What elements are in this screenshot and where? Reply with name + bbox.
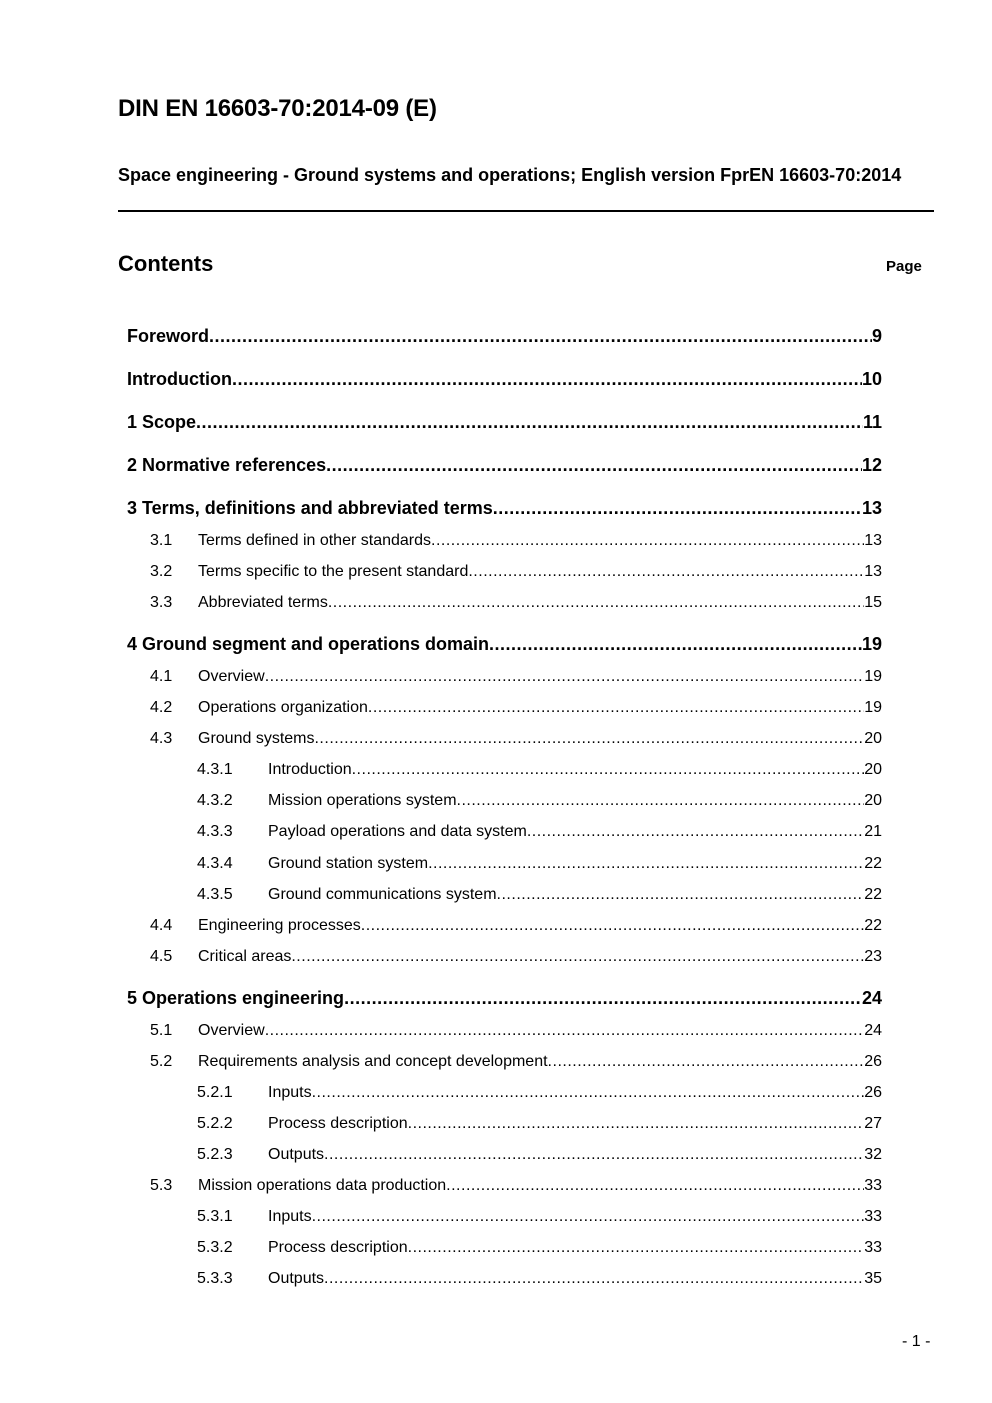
toc-entry-number: 5.3.3	[197, 1270, 233, 1287]
toc-entry-title: Payload operations and data system	[268, 823, 527, 840]
toc-dot-leader	[324, 1146, 864, 1164]
toc-entry-number: 5.2.3	[197, 1146, 233, 1163]
toc-entry-number: 1	[127, 412, 138, 432]
toc-entry-title: Overview	[198, 668, 265, 685]
toc-dot-leader	[408, 1115, 865, 1133]
toc-entry-page: 22	[864, 855, 882, 872]
toc-entry-title: Process description	[268, 1115, 408, 1132]
toc-dot-leader	[328, 594, 864, 612]
toc-entry-page: 10	[861, 369, 882, 389]
toc-entry-number: 4.3.2	[197, 792, 233, 809]
toc-dot-leader	[312, 1208, 865, 1226]
toc-entry-title: Ground station system	[268, 855, 429, 872]
toc-entry-page: 32	[864, 1146, 882, 1163]
toc-entry-number: 3	[127, 498, 138, 518]
toc-entry-page: 20	[864, 730, 882, 747]
toc-entry-page: 26	[864, 1084, 882, 1101]
toc-dot-leader	[352, 761, 865, 779]
toc-dot-leader	[446, 1177, 864, 1195]
page-number: - 1 -	[902, 1333, 931, 1350]
page-column-label: Page	[886, 258, 922, 275]
toc-dot-leader	[468, 563, 864, 581]
toc-entry-title: Abbreviated terms	[198, 594, 328, 611]
toc-entry-title: Engineering processes	[198, 917, 361, 934]
toc-entry-page: 19	[864, 699, 882, 716]
toc-entry-number: 5.1	[150, 1022, 173, 1039]
toc-entry-number: 4.3.5	[197, 886, 233, 903]
toc-entry-number: 5	[127, 988, 138, 1008]
toc-entry-number: 5.3	[150, 1177, 173, 1194]
toc-entry[interactable]	[127, 455, 882, 479]
toc-entry-title: Ground systems	[198, 730, 315, 747]
toc-entry-number: 3.2	[150, 563, 173, 580]
toc-entry-page: 27	[864, 1115, 882, 1132]
toc-dot-leader	[232, 369, 862, 390]
toc-entry-number: 5.2	[150, 1053, 173, 1070]
toc-entry[interactable]	[150, 1053, 882, 1077]
toc-dot-leader	[527, 823, 864, 841]
toc-entry-number: 3.3	[150, 594, 173, 611]
toc-entry[interactable]	[127, 634, 882, 658]
toc-entry[interactable]	[197, 1239, 882, 1263]
toc-entry-number: 4.4	[150, 917, 173, 934]
toc-entry[interactable]	[150, 730, 882, 754]
toc-entry-page: 26	[864, 1053, 882, 1070]
toc-entry-number: 4.5	[150, 948, 173, 965]
toc-entry[interactable]	[150, 948, 882, 972]
toc-entry-title: Mission operations system	[268, 792, 457, 809]
toc-dot-leader	[408, 1239, 865, 1257]
toc-entry-page: 11	[862, 412, 882, 432]
toc-entry[interactable]	[127, 412, 882, 436]
toc-dot-leader	[493, 498, 862, 519]
toc-entry[interactable]	[197, 1146, 882, 1170]
toc-entry-title: Ground communications system	[268, 886, 497, 903]
toc-entry-title: Operations organization	[198, 699, 368, 716]
toc-entry-page: 13	[861, 498, 882, 518]
toc-entry-page: 24	[861, 988, 882, 1008]
toc-entry[interactable]	[197, 761, 882, 785]
toc-entry[interactable]	[150, 594, 882, 618]
toc-entry-number: 4.3.4	[197, 855, 233, 872]
toc-entry-page: 20	[864, 792, 882, 809]
toc-entry-title: Foreword	[127, 326, 210, 346]
toc-entry-title: Operations engineering	[142, 988, 345, 1008]
toc-entry-number: 4	[127, 634, 138, 654]
toc-dot-leader	[312, 1084, 865, 1102]
toc-entry-title: Process description	[268, 1239, 408, 1256]
toc-dot-leader	[497, 886, 865, 904]
toc-entry-page: 20	[864, 761, 882, 778]
toc-dot-leader	[344, 988, 862, 1009]
document-subtitle: Space engineering - Ground systems and operations; English version FprEN 16603-70:2014	[118, 165, 902, 185]
toc-entry[interactable]	[197, 1270, 882, 1294]
toc-entry-number: 2	[127, 455, 138, 475]
toc-entry-page: 22	[864, 886, 882, 903]
toc-dot-leader	[265, 1022, 865, 1040]
toc-entry[interactable]	[150, 1022, 882, 1046]
toc-dot-leader	[326, 455, 862, 476]
toc-entry[interactable]	[197, 1115, 882, 1139]
toc-entry[interactable]	[197, 855, 882, 879]
toc-entry-title: Overview	[198, 1022, 265, 1039]
toc-entry-page: 21	[864, 823, 882, 840]
toc-entry-title: Outputs	[268, 1146, 325, 1163]
toc-entry-number: 4.1	[150, 668, 173, 685]
toc-entry-number: 5.3.1	[197, 1208, 233, 1225]
toc-entry-number: 3.1	[150, 532, 173, 549]
toc-entry[interactable]	[127, 988, 882, 1012]
toc-entry[interactable]	[197, 886, 882, 910]
toc-entry[interactable]	[127, 498, 882, 522]
toc-entry-title: Scope	[142, 412, 197, 432]
toc-entry[interactable]	[197, 1208, 882, 1232]
toc-entry-title: Requirements analysis and concept development	[198, 1053, 548, 1070]
contents-heading: Contents	[118, 251, 214, 276]
toc-entry-title: Introduction	[127, 369, 232, 389]
toc-entry-title: Inputs	[268, 1208, 312, 1225]
toc-entry-title: Introduction	[268, 761, 352, 778]
toc-entry-number: 4.2	[150, 699, 173, 716]
toc-dot-leader	[548, 1053, 865, 1071]
toc-entry-page: 23	[864, 948, 882, 965]
toc-dot-leader	[368, 699, 864, 717]
toc-entry[interactable]	[127, 326, 882, 350]
toc-entry-page: 15	[864, 594, 882, 611]
toc-entry-title: Outputs	[268, 1270, 325, 1287]
toc-entry-page: 13	[864, 532, 882, 549]
toc-entry-page: 22	[864, 917, 882, 934]
toc-entry-number: 5.3.2	[197, 1239, 233, 1256]
toc-entry[interactable]	[150, 668, 882, 692]
toc-entry[interactable]	[127, 369, 882, 393]
header-divider	[118, 210, 934, 212]
toc-entry[interactable]	[150, 1177, 882, 1201]
toc-entry[interactable]	[150, 563, 882, 587]
toc-dot-leader	[489, 634, 862, 655]
toc-entry-page: 12	[861, 455, 882, 475]
toc-entry-page: 24	[864, 1022, 882, 1039]
toc-entry-number: 4.3.1	[197, 761, 233, 778]
toc-entry-number: 4.3.3	[197, 823, 233, 840]
toc-entry-page: 9	[871, 326, 882, 346]
toc-entry[interactable]	[197, 1084, 882, 1108]
toc-dot-leader	[265, 668, 865, 686]
toc-dot-leader	[457, 792, 865, 810]
toc-dot-leader	[314, 730, 864, 748]
toc-entry-page: 33	[864, 1177, 882, 1194]
toc-entry-title: Terms defined in other standards	[198, 532, 432, 549]
toc-entry[interactable]	[197, 823, 882, 847]
toc-entry[interactable]	[150, 532, 882, 556]
toc-entry-title: Terms specific to the present standard	[198, 563, 469, 580]
toc-entry-page: 33	[864, 1208, 882, 1225]
toc-entry-title: Normative references	[142, 455, 327, 475]
toc-dot-leader	[428, 855, 864, 873]
toc-dot-leader	[431, 532, 864, 550]
toc-entry[interactable]	[150, 699, 882, 723]
toc-entry-page: 13	[864, 563, 882, 580]
document-title: DIN EN 16603-70:2014-09 (E)	[118, 95, 437, 122]
toc-entry-number: 4.3	[150, 730, 173, 747]
toc-entry-title: Mission operations data production	[198, 1177, 447, 1194]
toc-entry-title: Critical areas	[198, 948, 292, 965]
toc-entry-title: Ground segment and operations domain	[142, 634, 490, 654]
toc-entry-page: 19	[861, 634, 882, 654]
toc-entry-number: 5.2.1	[197, 1084, 233, 1101]
toc-dot-leader	[361, 917, 864, 935]
toc-dot-leader	[196, 412, 863, 433]
toc-entry-page: 33	[864, 1239, 882, 1256]
toc-entry-page: 19	[864, 668, 882, 685]
toc-entry-page: 35	[864, 1270, 882, 1287]
toc-dot-leader	[209, 326, 872, 347]
toc-entry-title: Inputs	[268, 1084, 312, 1101]
toc-entry-number: 5.2.2	[197, 1115, 233, 1132]
toc-dot-leader	[291, 948, 864, 966]
toc-entry[interactable]	[197, 792, 882, 816]
toc-dot-leader	[324, 1270, 864, 1288]
toc-entry-title: Terms, definitions and abbreviated terms	[142, 498, 493, 518]
toc-entry[interactable]	[150, 917, 882, 941]
